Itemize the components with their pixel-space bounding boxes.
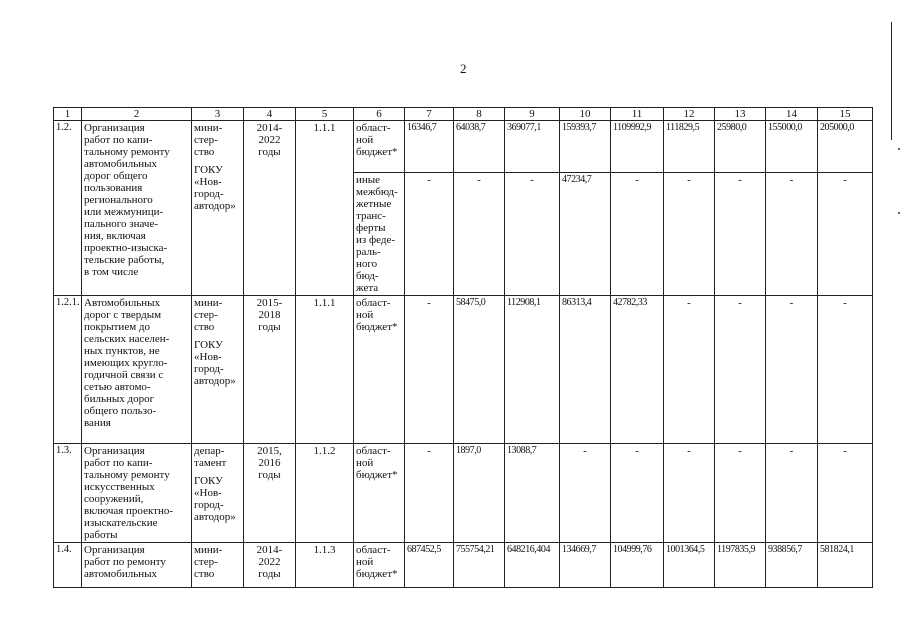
amount-cell: 1897,0 xyxy=(454,444,505,543)
item-executor xyxy=(192,444,244,543)
header-cell: 11 xyxy=(611,108,664,121)
amount-cell: 755754,21 xyxy=(454,543,505,588)
header-cell: 6 xyxy=(354,108,405,121)
amount-cell: 369077,1 xyxy=(505,121,560,173)
amount-cell: 104999,76 xyxy=(611,543,664,588)
item-executor xyxy=(192,121,244,296)
amount-cell: - xyxy=(766,173,818,296)
amount-cell: - xyxy=(818,173,873,296)
amount-cell: 58475,0 xyxy=(454,296,505,444)
program-table xyxy=(53,107,873,588)
funding-source: област- ной бюджет* xyxy=(354,543,405,588)
scan-edge-mark xyxy=(898,148,900,150)
amount-cell: 1197835,9 xyxy=(715,543,766,588)
amount-cell: - xyxy=(715,296,766,444)
executor-secondary: ГОКУ «Нов- город- автодор» xyxy=(194,164,236,212)
amount-cell: - xyxy=(664,296,715,444)
item-number: 1.3. xyxy=(54,444,82,543)
page-number: 2 xyxy=(460,61,467,76)
item-years: 2015, 2016 годы xyxy=(244,444,296,543)
item-name: Организация работ по капи- тальному ремонту автомобильных дорог общего пользования регионального или межмуници- пального значе- ния, включая проектно-изыска- тельские работы, в том числе xyxy=(82,121,192,296)
executor-secondary: ГОКУ «Нов- город- автодор» xyxy=(194,475,236,523)
header-cell: 13 xyxy=(715,108,766,121)
amount-cell: - xyxy=(405,444,454,543)
amount-cell: - xyxy=(560,444,611,543)
table-row xyxy=(54,444,873,543)
amount-cell: 112908,1 xyxy=(505,296,560,444)
amount-cell: 42782,33 xyxy=(611,296,664,444)
amount-cell: 25980,0 xyxy=(715,121,766,173)
amount-cell: - xyxy=(611,173,664,296)
amount-cell: - xyxy=(454,173,505,296)
amount-cell: 64038,7 xyxy=(454,121,505,173)
header-cell: 7 xyxy=(405,108,454,121)
item-name: Организация работ по ремонту автомобильных xyxy=(82,543,192,588)
header-cell: 2 xyxy=(82,108,192,121)
amount-cell: - xyxy=(664,444,715,543)
amount-cell: 1109992,9 xyxy=(611,121,664,173)
item-years: 2014- 2022 годы xyxy=(244,121,296,296)
amount-cell: 1001364,5 xyxy=(664,543,715,588)
amount-cell: 648216,404 xyxy=(505,543,560,588)
item-number: 1.4. xyxy=(54,543,82,588)
amount-cell: - xyxy=(818,444,873,543)
item-years: 2014- 2022 годы xyxy=(244,543,296,588)
item-target-ref: 1.1.1 xyxy=(296,296,354,444)
amount-cell: - xyxy=(766,444,818,543)
funding-source: област- ной бюджет* xyxy=(354,121,405,173)
amount-cell: - xyxy=(405,296,454,444)
funding-source: област- ной бюджет* xyxy=(354,296,405,444)
funding-source: иные межбюд- жетные транс- ферты из феде- раль- ного бюд- жета xyxy=(354,173,405,296)
scan-edge-mark xyxy=(898,212,900,214)
amount-cell: - xyxy=(715,444,766,543)
amount-cell: - xyxy=(611,444,664,543)
header-cell: 4 xyxy=(244,108,296,121)
amount-cell: 687452,5 xyxy=(405,543,454,588)
table-row xyxy=(54,296,873,444)
header-cell: 10 xyxy=(560,108,611,121)
executor-primary: мини- стер- ство xyxy=(194,122,223,158)
header-cell: 12 xyxy=(664,108,715,121)
amount-cell: - xyxy=(664,173,715,296)
amount-cell: - xyxy=(818,296,873,444)
executor-gap xyxy=(194,580,241,586)
table-row xyxy=(54,543,873,588)
amount-cell: 16346,7 xyxy=(405,121,454,173)
executor-primary: депар- тамент xyxy=(194,445,227,469)
executor-primary: мини- стер- ство xyxy=(194,544,223,580)
amount-cell: 86313,4 xyxy=(560,296,611,444)
executor-primary: мини- стер- ство xyxy=(194,297,223,333)
item-executor xyxy=(192,296,244,444)
item-number: 1.2. xyxy=(54,121,82,296)
header-cell: 14 xyxy=(766,108,818,121)
amount-cell: - xyxy=(715,173,766,296)
amount-cell: 47234,7 xyxy=(560,173,611,296)
amount-cell: 111829,5 xyxy=(664,121,715,173)
item-target-ref: 1.1.1 xyxy=(296,121,354,296)
amount-cell: 205000,0 xyxy=(818,121,873,173)
item-name: Автомобильных дорог с твердым покрытием до сельских населен- ных пунктов, не имеющих кругло- годичной связи с сетью автомо- бильных дорог общего пользо- вания xyxy=(82,296,192,444)
item-executor xyxy=(192,543,244,588)
scan-edge-line xyxy=(891,22,892,140)
funding-source: област- ной бюджет* xyxy=(354,444,405,543)
amount-cell: 159393,7 xyxy=(560,121,611,173)
amount-cell: 13088,7 xyxy=(505,444,560,543)
amount-cell: - xyxy=(405,173,454,296)
item-target-ref: 1.1.2 xyxy=(296,444,354,543)
item-number: 1.2.1. xyxy=(54,296,82,444)
header-row xyxy=(54,108,873,121)
header-cell: 9 xyxy=(505,108,560,121)
header-cell: 15 xyxy=(818,108,873,121)
amount-cell: 155000,0 xyxy=(766,121,818,173)
table-row xyxy=(54,121,873,173)
header-cell: 1 xyxy=(54,108,82,121)
item-target-ref: 1.1.3 xyxy=(296,543,354,588)
executor-secondary: ГОКУ «Нов- город- автодор» xyxy=(194,339,236,387)
amount-cell: - xyxy=(505,173,560,296)
header-cell: 8 xyxy=(454,108,505,121)
amount-cell: 938856,7 xyxy=(766,543,818,588)
header-cell: 5 xyxy=(296,108,354,121)
amount-cell: - xyxy=(766,296,818,444)
item-name: Организация работ по капи- тальному ремонту искусственных сооружений, включая проектно- изыскательские работы xyxy=(82,444,192,543)
amount-cell: 581824,1 xyxy=(818,543,873,588)
amount-cell: 134669,7 xyxy=(560,543,611,588)
item-years: 2015- 2018 годы xyxy=(244,296,296,444)
header-cell: 3 xyxy=(192,108,244,121)
